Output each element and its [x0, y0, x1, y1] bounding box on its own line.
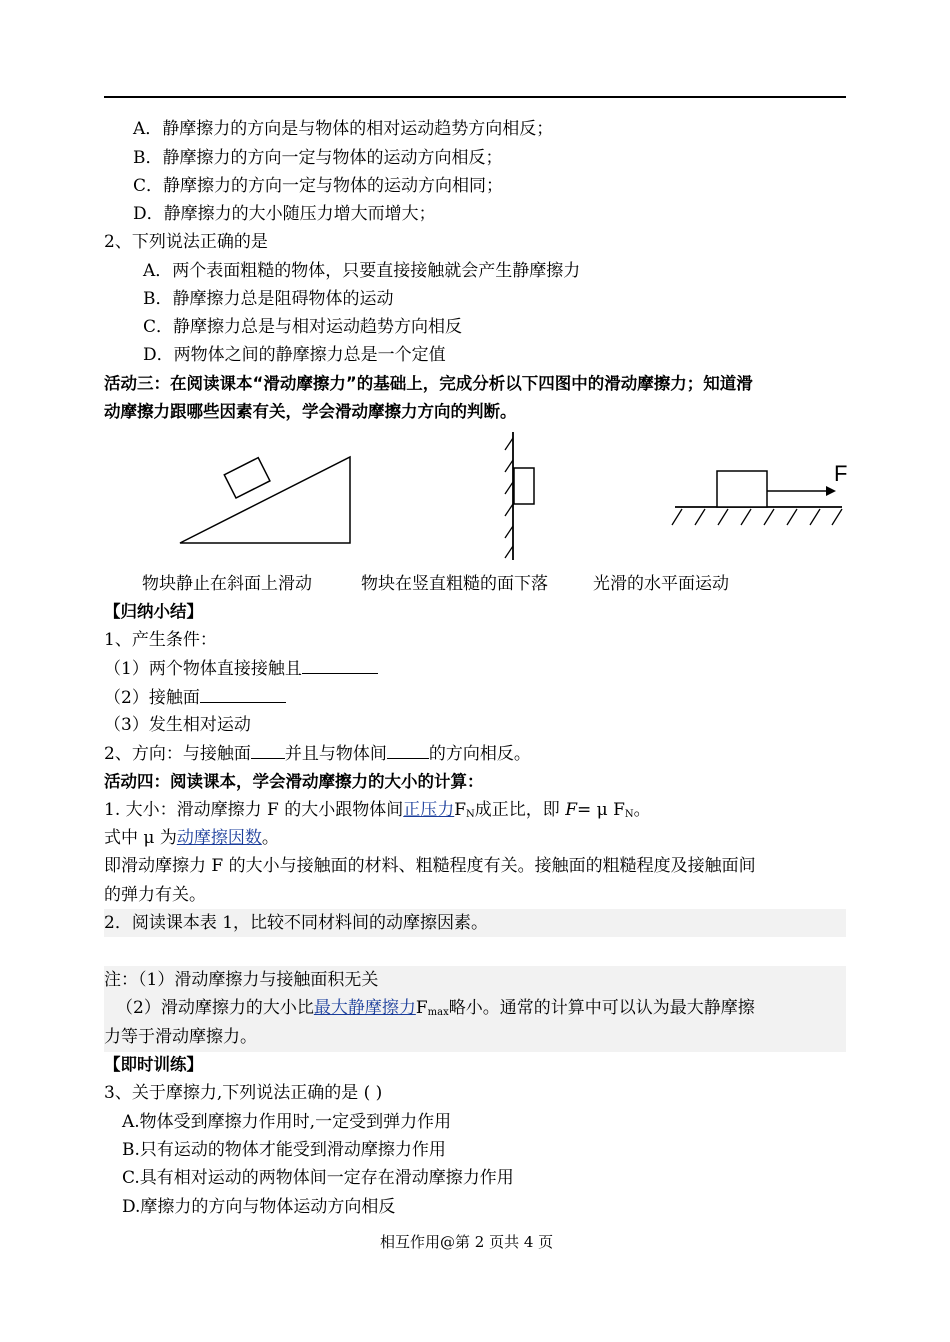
summary-heading: 【归纳小结】 — [104, 602, 203, 621]
normal-force-link[interactable]: 正压力 — [403, 800, 455, 820]
q3-option-b: B.只有运动的物体才能受到滑动摩擦力作用 — [122, 1140, 446, 1160]
blank-2[interactable] — [200, 686, 286, 703]
note-line3: 力等于滑动摩擦力。 — [104, 1027, 257, 1047]
condition-3: （3）发生相对运动 — [104, 715, 251, 735]
q3-option-a: A.物体受到摩擦力作用时,一定受到弹力作用 — [122, 1112, 452, 1132]
horizontal-surface-diagram — [660, 455, 850, 545]
q1-option-c: C．静摩擦力的方向一定与物体的运动方向相同； — [133, 176, 504, 196]
blank-3[interactable] — [251, 742, 285, 759]
block-on-wall — [514, 468, 534, 504]
q2-option-d: D．两物体之间的静摩擦力总是一个定值 — [143, 345, 446, 365]
training-heading: 【即时训练】 — [104, 1055, 203, 1074]
activity3-heading-line1: 活动三：在阅读课本“滑动摩擦力”的基础上，完成分析以下四图中的滑动摩擦力；知道滑 — [104, 374, 753, 393]
blank-1[interactable] — [302, 657, 378, 674]
activity3-heading-line2: 动摩擦力跟哪些因素有关，学会滑动摩擦力方向的判断。 — [104, 402, 517, 421]
explain-line2: 的弹力有关。 — [104, 885, 206, 905]
q2-option-c: C．静摩擦力总是与相对运动趋势方向相反 — [143, 317, 463, 337]
size-line: 1. 大小：滑动摩擦力 F 的大小跟物体间正压力$F_N$成正比，即 F= μ $F_N$。 — [104, 800, 651, 820]
incline-diagram — [170, 440, 360, 550]
note-line1: 注：（1）滑动摩擦力与接触面积无关 — [104, 970, 379, 990]
conditions-title: 1、产生条件： — [104, 630, 217, 650]
wall-hatching — [505, 438, 513, 558]
coefficient-link[interactable]: 动摩擦因数 — [176, 828, 262, 848]
blank-4[interactable] — [387, 742, 429, 759]
block-on-incline — [224, 458, 270, 498]
header-rule — [104, 96, 846, 98]
q3-option-c: C.具有相对运动的两物体间一定存在滑动摩擦力作用 — [122, 1168, 514, 1188]
q3-stem: 3、关于摩擦力,下列说法正确的是 ( ) — [104, 1083, 383, 1103]
condition-1: （1）两个物体直接接触且 — [104, 657, 378, 680]
activity4-heading: 活动四：阅读课本，学会滑动摩擦力的大小的计算： — [104, 772, 484, 791]
max-static-friction-link[interactable]: 最大静摩擦力 — [313, 998, 416, 1018]
block-on-ground — [717, 471, 767, 507]
caption-incline: 物块静止在斜面上滑动 — [142, 574, 312, 594]
direction-line: 2、方向：与接触面 并且与物体间 的方向相反。 — [104, 744, 531, 764]
caption-horizontal: 光滑的水平面运动 — [593, 574, 729, 594]
read-table-line: 2．阅读课本表 1，比较不同材料间的动摩擦因素。 — [104, 913, 489, 933]
force-label: F — [834, 461, 848, 486]
vertical-wall-diagram — [495, 430, 545, 562]
page-footer: 相互作用@第 2 页共 4 页 — [380, 1233, 554, 1251]
q2-stem: 2、下列说法正确的是 — [104, 232, 268, 252]
note-line2: （2）滑动摩擦力的大小比最大静摩擦力$F_{max}$略小。通常的计算中可以认为最大静摩擦 — [116, 998, 755, 1018]
ground-hatching — [672, 509, 842, 525]
explain-line1: 即滑动摩擦力 F 的大小与接触面的材料、粗糙程度有关。接触面的粗糙程度及接触面间 — [104, 856, 756, 876]
q1-option-d: D．静摩擦力的大小随压力增大而增大； — [133, 204, 436, 224]
q2-option-a: A．两个表面粗糙的物体，只要直接接触就会产生静摩擦力 — [143, 261, 581, 281]
q1-option-b: B．静摩擦力的方向一定与物体的运动方向相反； — [133, 148, 503, 168]
condition-2: （2）接触面 — [104, 686, 286, 709]
q3-option-d: D.摩擦力的方向与物体运动方向相反 — [122, 1197, 396, 1217]
q2-option-b: B．静摩擦力总是阻碍物体的运动 — [143, 289, 394, 309]
mu-line: 式中 μ 为动摩擦因数。 — [104, 828, 279, 848]
force-arrow-head — [826, 486, 836, 496]
caption-wall: 物块在竖直粗糙的面下落 — [361, 574, 548, 594]
q1-option-a: A．静摩擦力的方向是与物体的相对运动趋势方向相反； — [133, 119, 554, 139]
